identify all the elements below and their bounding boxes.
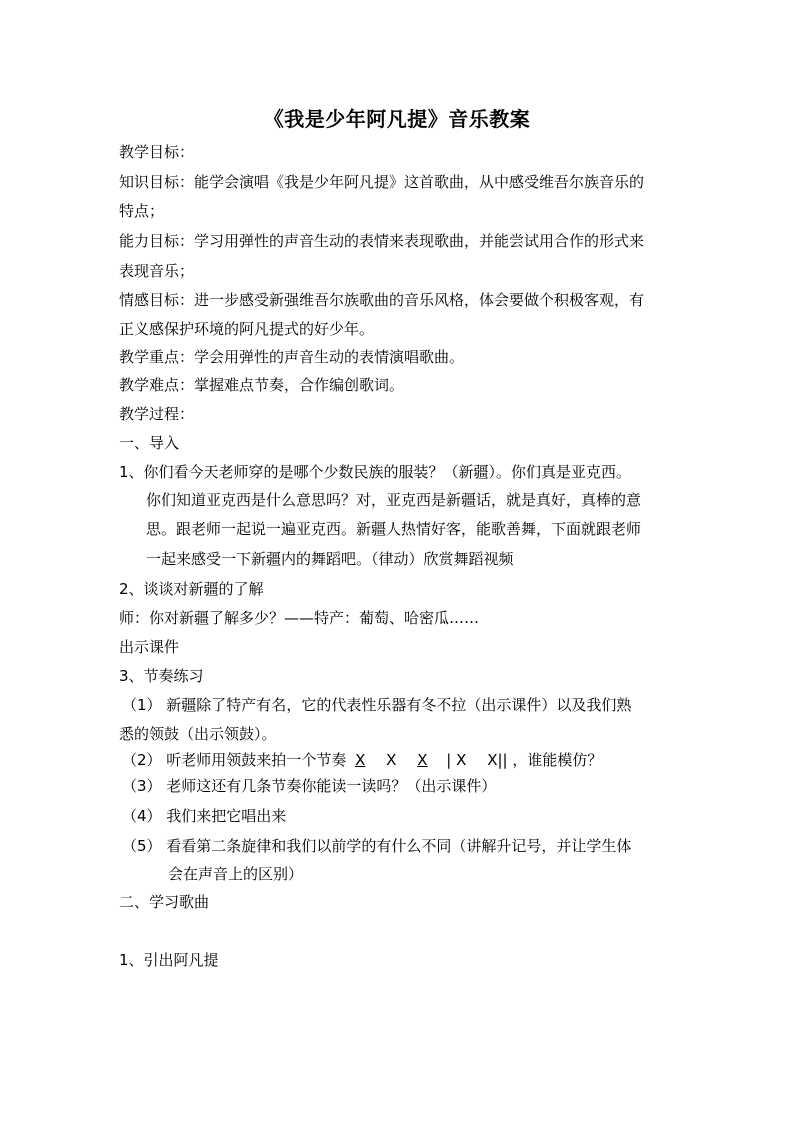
text-line: 会在声音上的区别） bbox=[168, 865, 304, 883]
text-line: 出示课件 bbox=[119, 638, 180, 656]
text-line: 3、节奏练习 bbox=[119, 667, 204, 685]
text-segment: （2） 听老师用领鼓来拍一个节奏 bbox=[122, 751, 347, 769]
text-line: 你们知道亚克西是什么意思吗？对，亚克西是新疆话，就是真好，真棒的意 bbox=[146, 491, 642, 509]
text-line: 教学重点：学会用弹性的声音生动的表情演唱歌曲。 bbox=[119, 348, 465, 366]
text-line: 思。跟老师一起说一遍亚克西。新疆人热情好客，能歌善舞，下面就跟老师 bbox=[146, 520, 642, 538]
text-line: （4） 我们来把它唱出来 bbox=[122, 807, 287, 825]
rhythm-note: X bbox=[417, 751, 428, 769]
text-line: 能力目标：学习用弹性的声音生动的表情来表现歌曲，并能尝试用合作的形式来 bbox=[119, 232, 645, 250]
text-line: 1、引出阿凡提 bbox=[119, 951, 219, 969]
text-line: （3） 老师这还有几条节奏你能读一读吗？（出示课件） bbox=[122, 777, 497, 795]
text-line: 2、谈谈对新疆的了解 bbox=[119, 580, 264, 598]
document-title: 《我是少年阿凡提》音乐教案 bbox=[263, 107, 531, 131]
text-line: （1） 新疆除了特产有名，它的代表性乐器有冬不拉（出示课件）以及我们熟 bbox=[122, 696, 632, 714]
text-line: 教学目标： bbox=[119, 143, 195, 161]
rhythm-note: X bbox=[386, 751, 397, 769]
text-line: 教学过程： bbox=[119, 405, 195, 423]
text-line: 教学难点：掌握难点节奏，合作编创歌词。 bbox=[119, 376, 405, 394]
rhythm-note: X bbox=[355, 751, 366, 769]
text-segment: ，谁能模仿？ bbox=[512, 751, 603, 769]
text-line: 表现音乐； bbox=[119, 262, 195, 280]
rhythm-line bbox=[122, 750, 602, 770]
rhythm-note: | X bbox=[446, 751, 467, 769]
text-line: 特点； bbox=[119, 202, 165, 220]
text-line: 情感目标：进一步感受新强维吾尔族歌曲的音乐风格，体会要做个积极客观，有 bbox=[119, 291, 645, 309]
text-line: 1、你们看今天老师穿的是哪个少数民族的服装？（新疆）。你们真是亚克西。 bbox=[119, 463, 632, 481]
rhythm-note: X|| bbox=[487, 751, 508, 769]
text-line: 知识目标：能学会演唱《我是少年阿凡提》这首歌曲，从中感受维吾尔族音乐的 bbox=[119, 173, 645, 191]
text-line: 正义感保护环境的阿凡提式的好少年。 bbox=[119, 320, 375, 338]
section-heading: 一、导入 bbox=[119, 434, 180, 452]
text-line: （5） 看看第二条旋律和我们以前学的有什么不同（讲解升记号，并让学生体 bbox=[122, 837, 632, 855]
text-line: 一起来感受一下新疆内的舞蹈吧。（律动）欣赏舞蹈视频 bbox=[146, 550, 514, 568]
text-line: 悉的领鼓（出示领鼓）。 bbox=[119, 725, 277, 743]
text-line: 师：你对新疆了解多少？——特产：葡萄、哈密瓜…… bbox=[119, 609, 480, 627]
section-heading: 二、学习歌曲 bbox=[119, 893, 210, 911]
